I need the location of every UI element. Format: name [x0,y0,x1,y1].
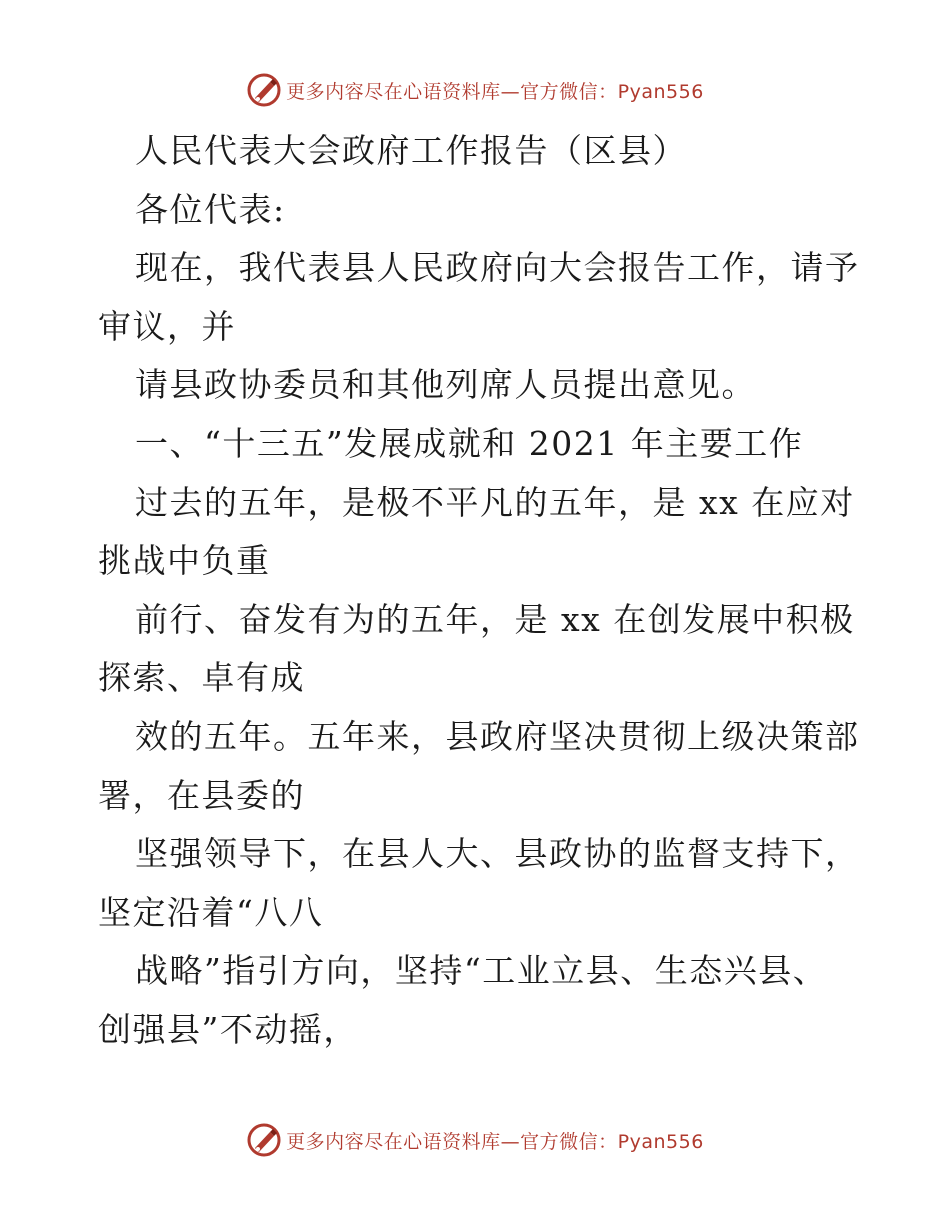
watermark-text: 更多内容尽在心语资料库—官方微信：Pyan556 [286,1130,704,1153]
watermark-text: 更多内容尽在心语资料库—官方微信：Pyan556 [286,80,704,103]
paragraph-line: 现在，我代表县人民政府向大会报告工作，请予 [135,248,860,288]
paragraph-line: 人民代表大会政府工作报告（区县） [135,131,687,170]
paragraph-line: 坚定沿着“八八 [98,892,324,932]
paragraph-line: 一、“十三五”发展成就和 2021 年主要工作 [135,423,804,463]
paragraph-line: 前行、奋发有为的五年，是 xx 在创发展中积极 [135,599,855,639]
paragraph-line: 各位代表: [135,189,286,229]
paragraph-line: 过去的五年，是极不平凡的五年，是 xx 在应对 [135,482,855,522]
paragraph-line: 战略”指引方向，坚持“工业立县、生态兴县、 [135,951,828,991]
paragraph-line: 创强县”不动摇， [98,1009,358,1049]
document-body [98,122,858,1060]
paragraph-line: 署，在县委的 [98,775,305,815]
paragraph-line: 请县政协委员和其他列席人员提出意见。 [135,365,756,405]
paragraph-line: 探索、卓有成 [98,658,305,698]
header-watermark [0,70,950,110]
paragraph-line: 效的五年。五年来，县政府坚决贯彻上级决策部 [135,716,860,756]
paragraph-line: 审议，并 [98,306,236,346]
paragraph-line: 坚强领导下，在县人大、县政协的监督支持下， [135,834,860,874]
paragraph-line: 挑战中负重 [98,541,271,581]
pen-circle-logo-icon [246,1122,282,1158]
pen-circle-logo-icon [246,72,282,108]
footer-watermark [0,1120,950,1160]
